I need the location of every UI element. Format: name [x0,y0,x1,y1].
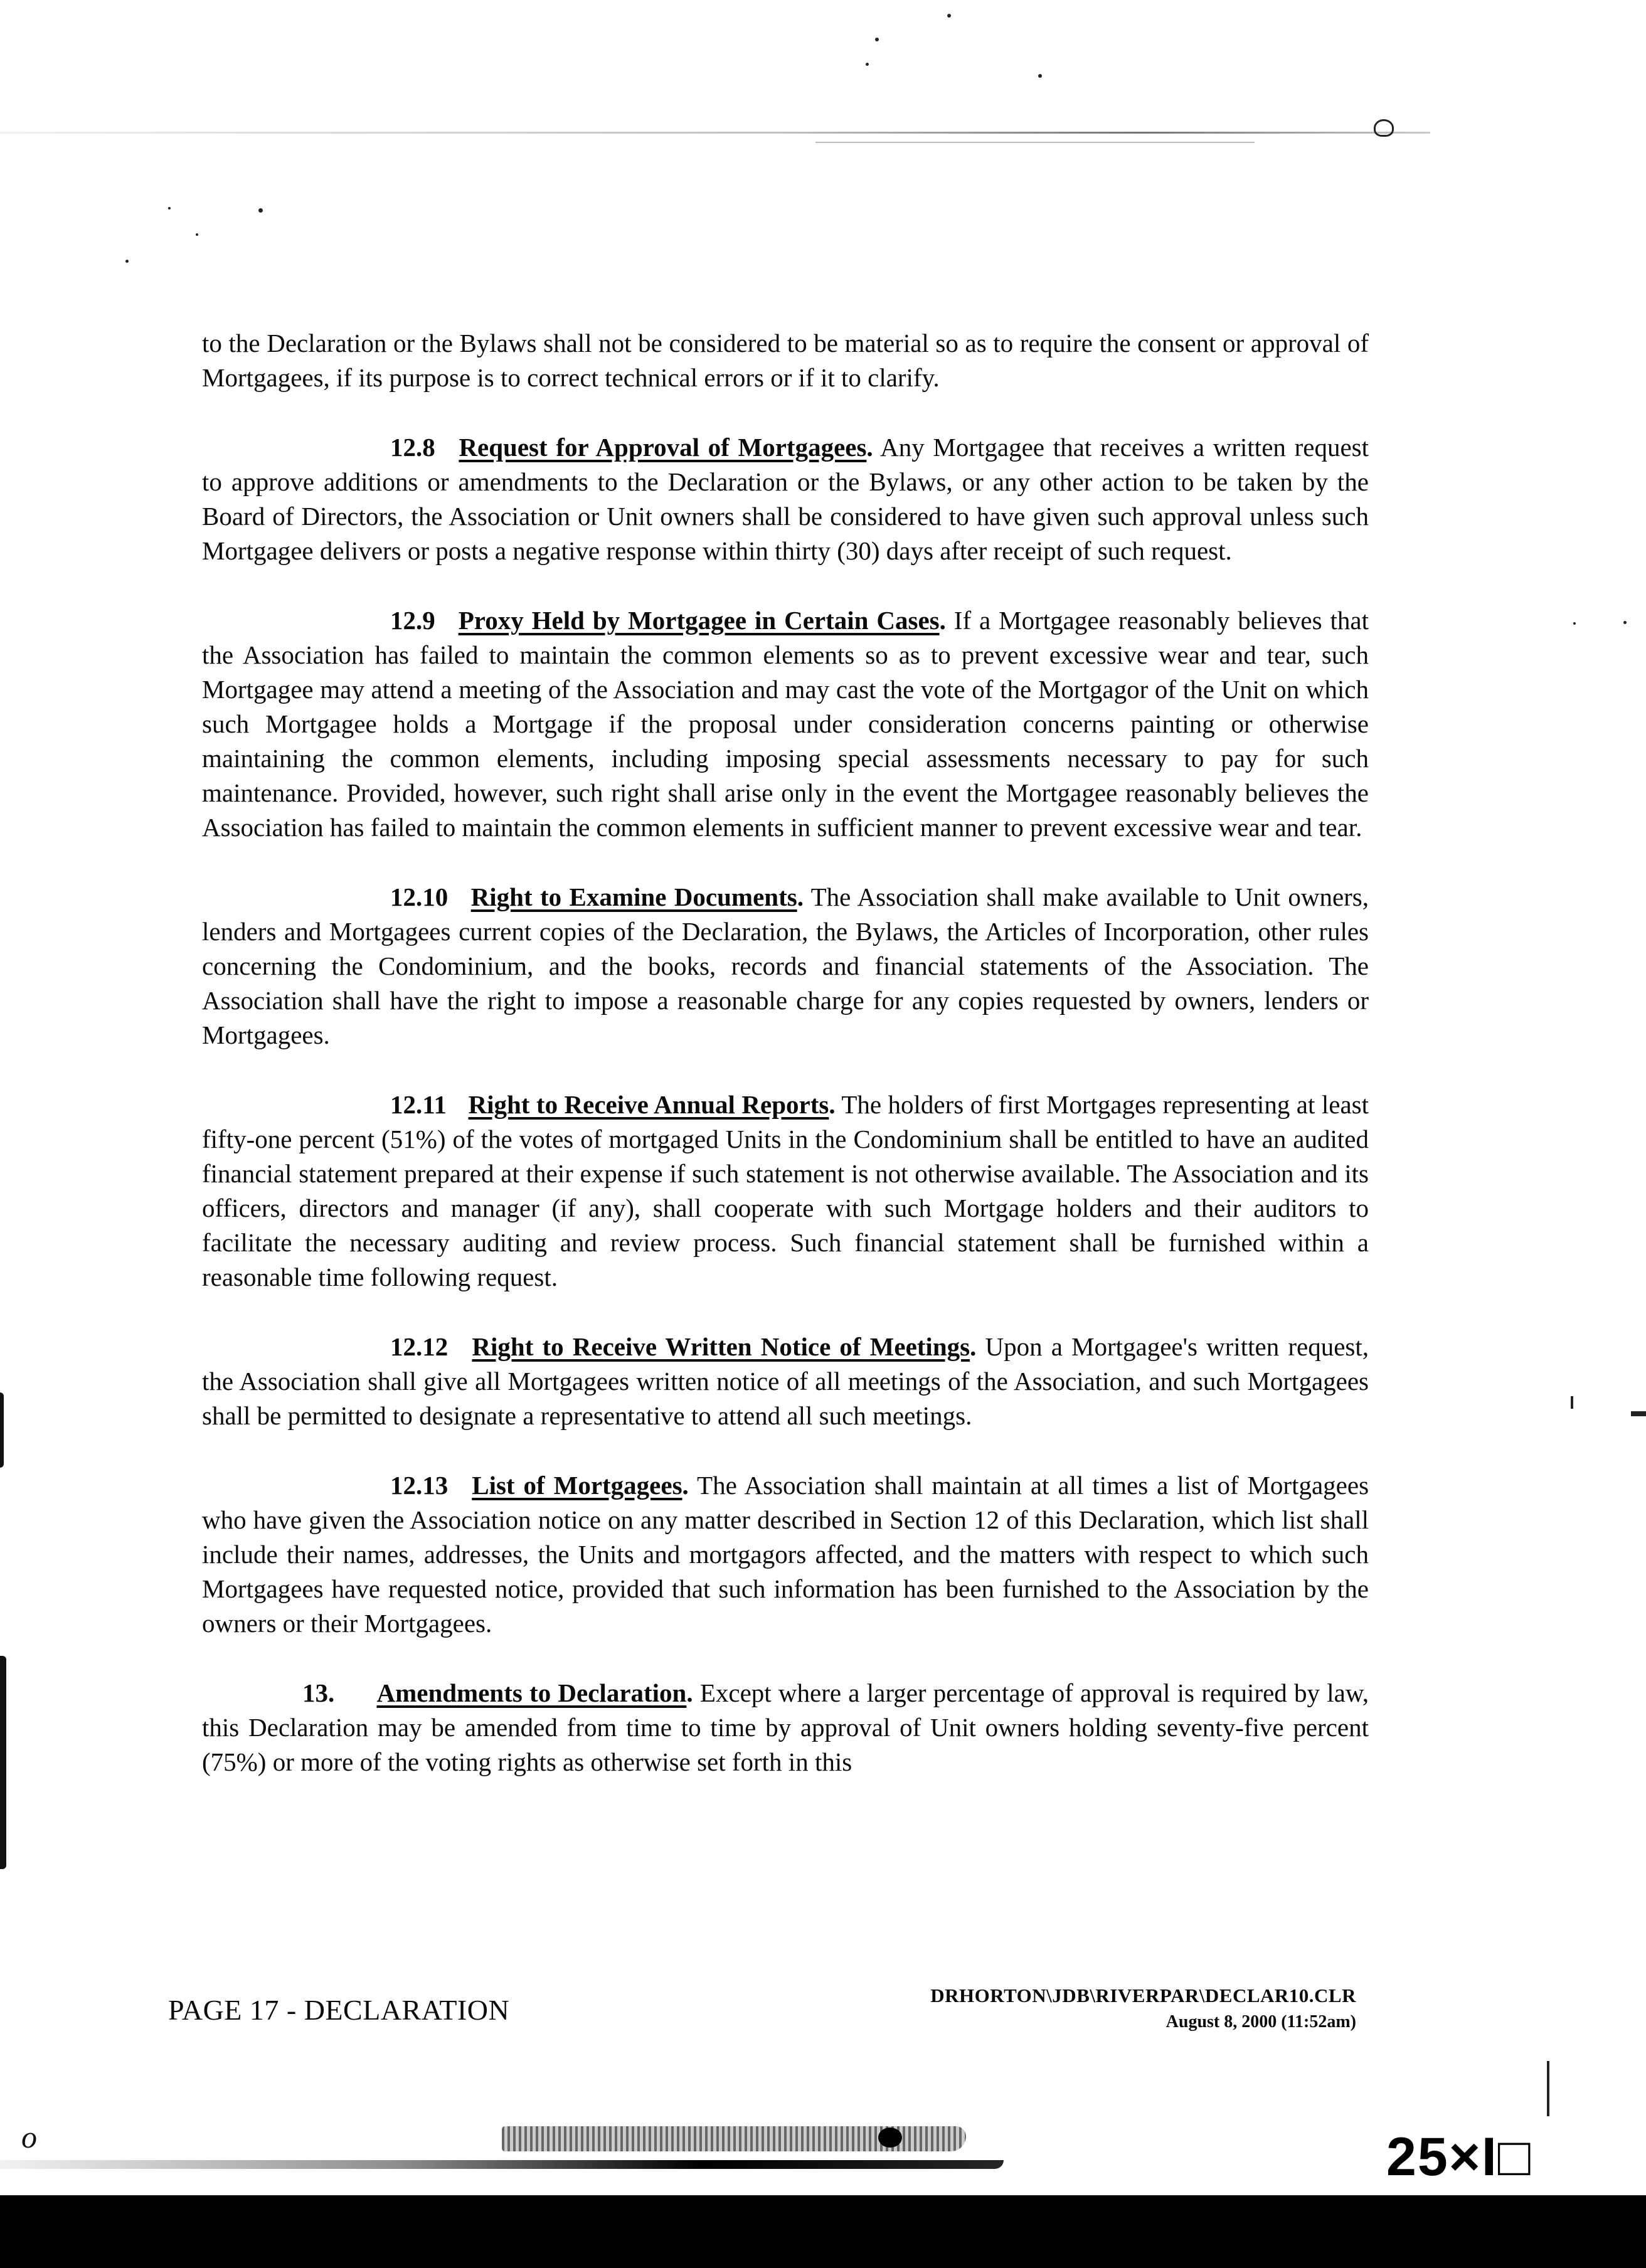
section-title: Right to Receive Written Notice of Meetings [472,1332,970,1361]
scan-blob [878,2128,902,2148]
section-12-10: 12.10 Right to Examine Documents. The Association shall make available to Unit owners, lenders and Mortgagees current copies of the Declaration, the Bylaws, the Articles of Incorporation, other rules concerning the Condominium, and the books, records and financial statements of the Association. The Association shall have the right to impose a reasonable charge for any copies requested by owners, lenders or Mortgagees. [202,880,1369,1052]
section-body: Except where a larger percentage of approval is required by law, this Declaration may be amended from time to time by approval of Unit owners holding seventy-five percent (75%) or more of the voting rights as otherwise set forth in this [202,1678,1369,1776]
section-12-13: 12.13 List of Mortgagees. The Association shall maintain at all times a list of Mortgagees who have given the Association notice on any matter described in Section 12 of this Declaration, which list shall include their names, addresses, the Units and mortgagors affected, and the matters with respect to which such Mortgagees have requested notice, provided that such information has been furnished to the Association by the owners or their Mortgagees. [202,1468,1369,1641]
section-title: Right to Receive Annual Reports [468,1090,829,1119]
scan-edge-line [0,132,1430,134]
section-title: Amendments to Declaration [376,1678,687,1707]
section-12-8: 12.8 Request for Approval of Mortgagees. Any Mortgagee that receives a written request to approve additions or amendments to the Declaration or the Bylaws, or any other action to be taken by the Board of Directors, the Association or Unit owners shall be considered to have given such approval unless such Mortgagee delivers or posts a negative response within thirty (30) days after receipt of such request. [202,430,1369,568]
scan-speck [196,233,198,236]
scan-mark [1571,1396,1573,1409]
scan-speck [1038,74,1042,78]
scan-edge-line [0,2160,1004,2169]
scan-speck [125,260,129,263]
section-body: The holders of first Mortgages representing at least fifty-one percent (51%) of the votes of mortgaged Units in the Condominium shall be entitled to have an audited financial statement prepared at their expense if such statement is not otherwise available. The Association and its officers, directors and manager (if any), shall cooperate with such Mortgage holders and their auditors to facilitate the necessary auditing and review process. Such financial statement shall be furnished within a reasonable time following request. [202,1090,1369,1291]
scan-edge-bar [0,1656,6,1869]
scan-speck [875,38,879,41]
section-body: If a Mortgagee reasonably believes that the Association has failed to maintain the common elements so as to prevent excessive wear and tear, such Mortgagee may attend a meeting of the Association and may cast the vote of the Mortgagor of the Unit on which such Mortgagee holds a Mortgage if the proposal under consideration concerns painting or otherwise maintaining the common elements, including imposing special assessments necessary to pay for such maintenance. Provided, however, such right shall arise only in the event the Mortgagee reasonably believes the Association has failed to maintain the common elements in sufficient manner to prevent excessive wear and tear. [202,606,1369,842]
section-number: 12.8 [390,433,435,462]
scan-speck [1573,622,1576,625]
section-12-9: 12.9 Proxy Held by Mortgagee in Certain Cases. If a Mortgagee reasonably believes that the Association has failed to maintain the common elements so as to prevent excessive wear and tear, such Mortgagee may attend a meeting of the Association and may cast the vote of the Mortgagor of the Unit on which such Mortgagee holds a Mortgage if the proposal under consideration concerns painting or otherwise maintaining the common elements, including imposing special assessments necessary to pay for such maintenance. Provided, however, such right shall arise only in the event the Mortgagee reasonably believes the Association has failed to maintain the common elements in sufficient manner to prevent excessive wear and tear. [202,603,1369,845]
section-title: Request for Approval of Mortgagees [459,433,867,462]
section-title: Right to Examine Documents [470,882,797,911]
section-12-11: 12.11 Right to Receive Annual Reports. The holders of first Mortgages representing at least fifty-one percent (51%) of the votes of mortgaged Units in the Condominium shall be entitled to have an audited financial statement prepared at their expense if such statement is not otherwise available. The Association and its officers, directors and manager (if any), shall cooperate with such Mortgage holders and their auditors to facilitate the necessary auditing and review process. Such financial statement shall be furnished within a reasonable time following request. [202,1088,1369,1295]
scan-mark [1547,2061,1549,2116]
scan-border [0,2195,1646,2268]
section-number: 12.13 [390,1471,449,1500]
scan-edge-bar [0,1392,4,1468]
section-number: 12.10 [390,882,449,911]
lead-paragraph [202,326,1369,395]
file-date: August 8, 2000 (11:52am) [1165,2012,1356,2032]
section-title: Proxy Held by Mortgagee in Certain Cases [458,606,940,635]
section-title: List of Mortgagees [472,1471,682,1500]
scan-mark [1374,119,1394,137]
section-number: 12.12 [390,1332,449,1361]
section-number: 12.11 [390,1090,447,1119]
section-body: The Association shall maintain at all times a list of Mortgagees who have given the Association notice on any matter described in Section 12 of this Declaration, which list shall include their names, addresses, the Units and mortgagors affected, and the matters with respect to which such Mortgagees have requested notice, provided that such information has been furnished to the Association by the owners or their Mortgagees. [202,1471,1369,1638]
lead-text: to the Declaration or the Bylaws shall not be considered to be material so as to require the consent or approval of Mortgagees, if its purpose is to correct technical errors or if it to clarify. [202,329,1369,392]
section-body: The Association shall make available to Unit owners, lenders and Mortgagees current copies of the Declaration, the Bylaws, the Articles of Incorporation, other rules concerning the Condominium, and the books, records and financial statements of the Association. The Association shall have the right to impose a reasonable charge for any copies requested by owners, lenders or Mortgagees. [202,882,1369,1049]
file-info [930,1984,1356,2032]
scan-speck [947,14,951,18]
scan-speck [168,207,171,209]
page-label: PAGE 17 - DECLARATION [168,1994,510,2026]
film-frame-mark: 25×I□ [1386,2127,1532,2187]
scan-speck [1623,621,1627,624]
section-body: Any Mortgagee that receives a written request to approve additions or amendments to the Declaration or the Bylaws, or any other action to be taken by the Board of Directors, the Association or Unit owners shall be considered to have given such approval unless such Mortgagee delivers or posts a negative response within thirty (30) days after receipt of such request. [202,433,1369,565]
document-body [202,326,1369,1815]
section-13: 13. Amendments to Declaration. Except where a larger percentage of approval is required by law, this Declaration may be amended from time to time by approval of Unit owners holding seventy-five percent (75%) or more of the voting rights as otherwise set forth in this [202,1676,1369,1779]
scan-mark-letter: o [21,2119,37,2154]
scan-edge-line [815,142,1255,143]
file-path: DRHORTON\JDB\RIVERPAR\DECLAR10.CLR [930,1984,1356,2006]
section-body: Upon a Mortgagee's written request, the Association shall give all Mortgagees written notice of all meetings of the Association, and such Mortgagees shall be permitted to designate a representative to attend all such meetings. [202,1332,1369,1430]
scan-speck [258,208,263,213]
scan-mark [1631,1411,1646,1416]
section-12-12: 12.12 Right to Receive Written Notice of Meetings. Upon a Mortgagee's written request, the Association shall give all Mortgagees written notice of all meetings of the Association, and such Mortgagees shall be permitted to designate a representative to attend all such meetings. [202,1330,1369,1433]
scan-speck [866,63,869,66]
section-number: 13. [302,1678,335,1707]
section-number: 12.9 [390,606,435,635]
